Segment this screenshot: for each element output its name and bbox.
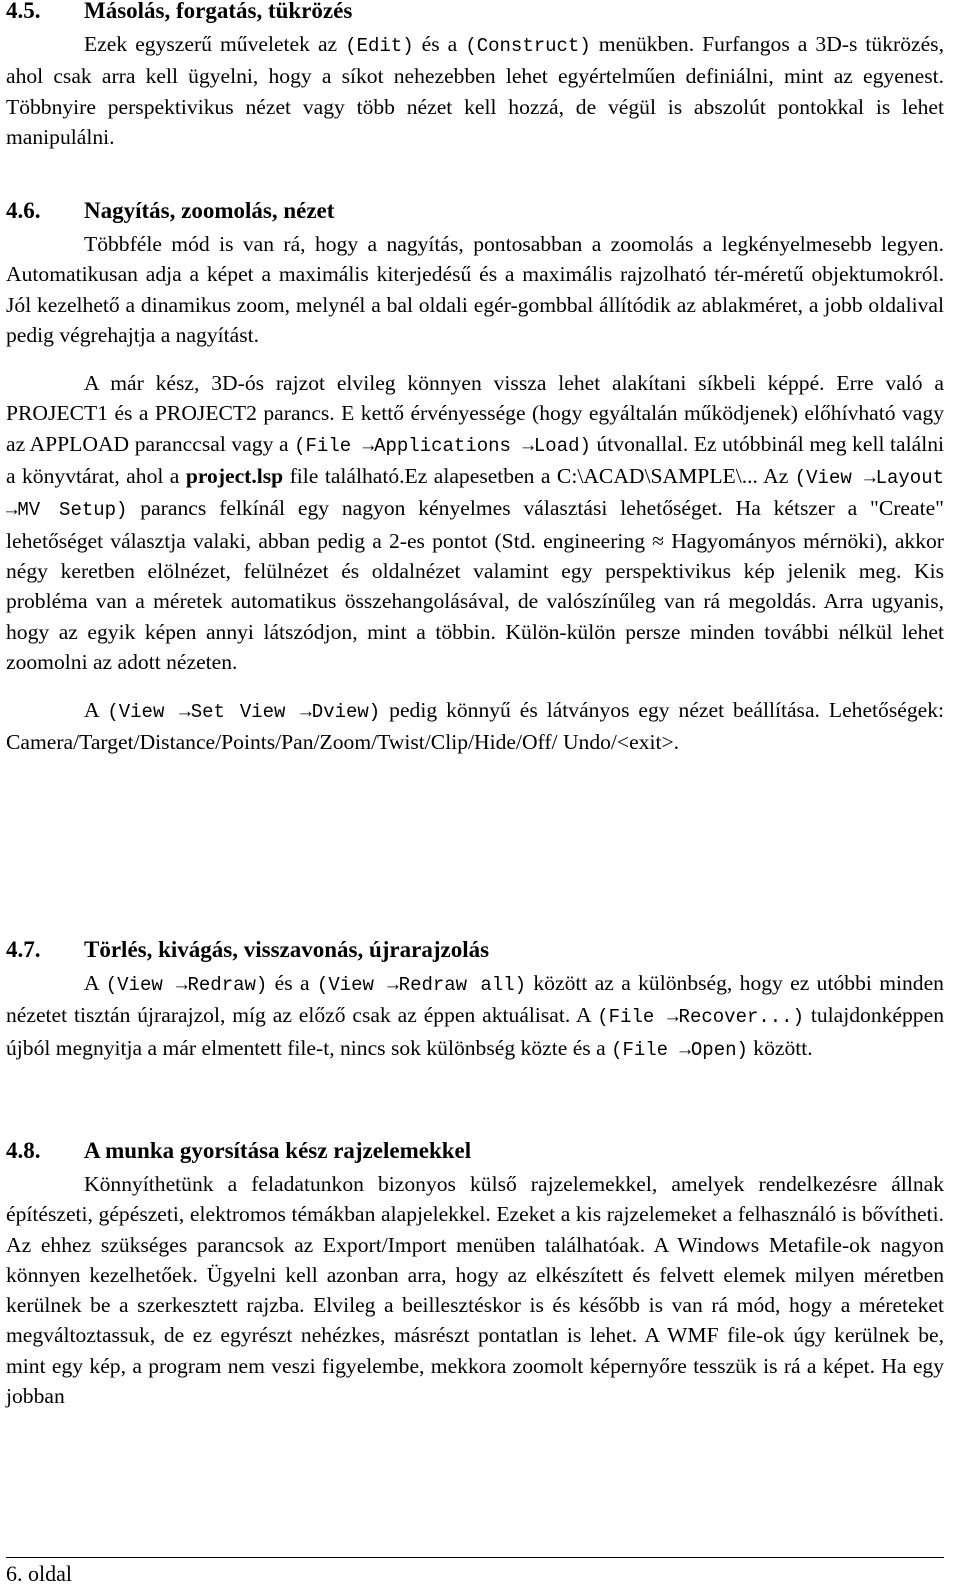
text-run: Többféle mód is van rá, hogy a nagyítás, pontosabban a zoomolás a legkényelmesebb legyen. Automatikusan adja a képet a maximális kiterjedésű és a maximális rajzolható tér-méretű objektumokról. Jól kezelhető a dinamikus zoom, melynél a bal oldali egér-gombbal állítódik az ablakméret, a jobb oldalival pedig végrehajtja a nagyítást. xyxy=(6,232,944,347)
text-run: Ezek egyszerű műveletek az xyxy=(84,32,346,56)
section-4-7 xyxy=(6,935,944,1065)
text-run: parancs felkínál egy nagyon kényelmes választási lehetőséget. Ha kétszer a "Create" lehetőséget választja valaki, abban pedig a 2-es pontot (Std. engineering ≈ Hagyományos mérnöki), akkor négy keretben elölnézet, felülnézet és oldalnézet valamint egy perspektivikus kép jelenik meg. Kis probléma van a méretek automatikus összehangolásával, de valószínűleg van rá megoldás. Arra ugyanis, hogy az egyik képen annyi látszódjon, mint a többin. Külön-külön persze minden további nélkül lehet zoomolni az adott nézeten. xyxy=(6,496,944,674)
section-title: Másolás, forgatás, tükrözés xyxy=(84,0,353,23)
section-4-8 xyxy=(6,1136,944,1411)
text-run: A már kész, 3D-ós rajzot elvileg könnyen vissza lehet alakítani síkbeli képpé. Erre való a PROJECT1 és a PROJECT2 parancs. E kettő érvényessége (hogy egyáltalán működjenek) előhívható vagy az APPLOAD paranccsal vagy a xyxy=(6,371,944,456)
menu-path-text: (View →Layout →MV Setup) xyxy=(6,467,945,522)
text-run: és a xyxy=(413,32,466,56)
text-run: tulajdonképpen újból megnyitja a már elmentett file-t, nincs sok különbség közte és a xyxy=(6,1003,944,1060)
text-run: Könnyíthetünk a feladatunkon bizonyos külső rajzelemekkel, amelyek rendelkezésre állnak építészeti, gépészeti, elektromos témákban alapjelekkel. Ezeket a kis rajzelemeket a felhasználó is bővítheti. Az ehhez szükséges parancsok az Export/Import menüben találhatóak. A Windows Metafile-ok nagyon könnyen kezelhetőek. Ügyelni kell azonban arra, hogy az elkészített és felvett elemek milyen méretben kerülnek be a szerkesztett rajzba. Elvileg a beillesztéskor is és később is van rá mód, hogy a méreteket megváltoztassuk, de ez egyrészt nehézkes, másrészt pontatlan is lehet. A WMF file-ok úgy kerülnek be, mint egy kép, a program nem veszi figyelembe, mekkora zoomolt képernyőre tesszük is rá a képet. Ha egy jobban xyxy=(6,1172,944,1409)
text-run: A xyxy=(84,698,108,723)
section-number: 4.6. xyxy=(6,198,41,223)
paragraph xyxy=(6,29,944,152)
paragraph xyxy=(6,229,944,350)
section-4-5 xyxy=(6,0,944,152)
menu-path-text: (View →Redraw) xyxy=(105,974,268,996)
page-number: 6. oldal xyxy=(6,1561,72,1586)
menu-path-text: (Construct) xyxy=(465,35,591,57)
text-run: A xyxy=(84,971,106,995)
text-run: és a xyxy=(267,971,317,995)
paragraph xyxy=(6,695,944,758)
bold-text: project.lsp xyxy=(185,464,284,489)
text-run: menükben. Furfangos a 3D-s tükrözés, ahol csak arra kell ügyelni, hogy a síkot nehezebben lehet egyértelműen definiálni, mint az egyenest. Többnyire perspektivikus nézet vagy több nézet kell hozzá, de végül is abszolút pontokkal is lehet manipulálni. xyxy=(6,32,944,149)
menu-path-text: (File →Applications →Load) xyxy=(294,434,591,457)
text-run: útvonallal. Ez utóbbinál meg kell találni a könyvtárat, ahol a xyxy=(6,431,944,489)
menu-path-text: (View →Redraw all) xyxy=(316,974,527,996)
menu-path-text: (Edit) xyxy=(345,35,414,57)
text-run: között az a különbség, hogy ez utóbbi minden nézetet tisztán újrarajzol, míg az előző csak az éppen aktuálisat. A xyxy=(6,971,944,1028)
paragraph xyxy=(6,968,944,1065)
section-heading xyxy=(6,0,944,26)
section-heading xyxy=(6,1136,944,1166)
menu-path-text: (File →Open) xyxy=(611,1038,748,1061)
text-run: között. xyxy=(747,1035,813,1060)
paragraph xyxy=(6,368,944,677)
menu-path-text: (View →Set View →Dview) xyxy=(107,701,381,724)
section-title: Nagyítás, zoomolás, nézet xyxy=(84,198,335,223)
section-number: 4.7. xyxy=(6,937,41,962)
menu-path-text: (File →Recover...) xyxy=(597,1006,804,1029)
section-title: Törlés, kivágás, visszavonás, újrarajzolás xyxy=(84,937,490,962)
text-run: pedig könnyű és látványos egy nézet beállítása. Lehetőségek: Camera/Target/Distance/Points/Pan/Zoom/Twist/Clip/Hide/Off/ Undo/<exit>. xyxy=(6,698,944,755)
section-number: 4.5. xyxy=(6,0,41,23)
footer-divider xyxy=(6,1557,944,1558)
section-title: A munka gyorsítása kész rajzelemekkel xyxy=(84,1138,472,1163)
text-run: file található.Ez alapesetben a C:\ACAD\SAMPLE\... Az xyxy=(283,464,795,489)
paragraph xyxy=(6,1169,944,1411)
section-number: 4.8. xyxy=(6,1138,41,1163)
section-4-6 xyxy=(6,196,944,758)
section-heading xyxy=(6,935,944,965)
section-heading xyxy=(6,196,944,226)
